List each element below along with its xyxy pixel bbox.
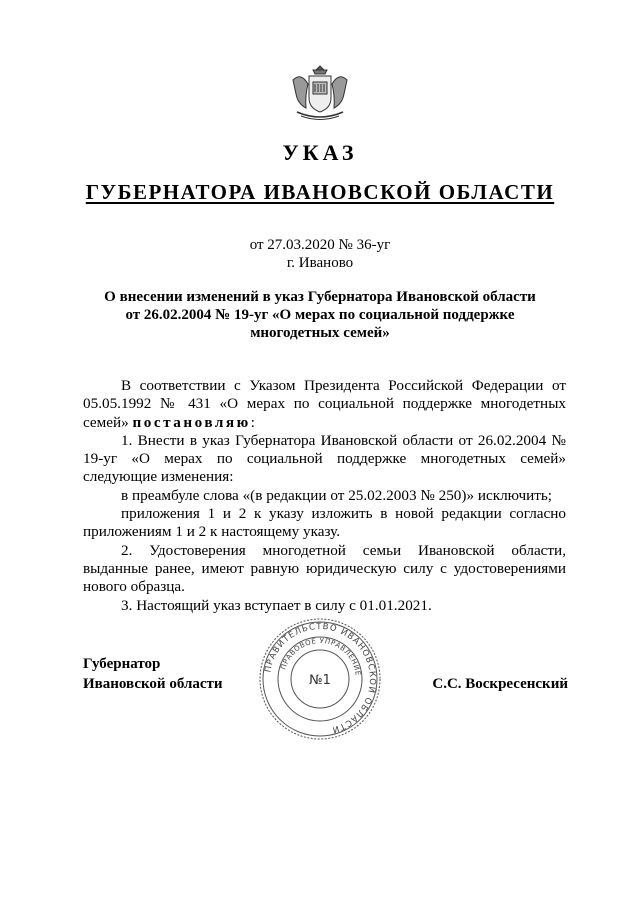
signatory-name: С.С. Воскресенский (432, 676, 568, 692)
body-paragraph-3: 3. Настоящий указ вступает в силу с 01.01.2021. (121, 596, 432, 614)
signatory-position-line-1: Губернатор (83, 656, 161, 672)
subject-line-3: многодетных семей» (250, 325, 390, 341)
decree-colon: : (250, 413, 255, 431)
body-paragraph-2: 2. Удостоверения многодетной семьи Ивановской области, выданные ранее, имеют равную юридическую силу с удостоверениями нового образца. (83, 541, 566, 596)
stamp-ring-text: ПРАВИТЕЛЬСТВО ИВАНОВСКОЙ ОБЛАСТИ (263, 621, 378, 735)
svg-text:ПРАВОВОЕ УПРАВЛЕНИЕ (279, 637, 362, 677)
issuer-heading (0, 180, 640, 205)
stamp-inner-text: ПРАВОВОЕ УПРАВЛЕНИЕ (279, 636, 362, 677)
body-paragraph-1-b: приложения 1 и 2 к указу изложить в новой редакции согласно приложениям 1 и 2 к настоящему указу. (83, 505, 566, 541)
coat-of-arms-emblem (287, 62, 353, 124)
subject-line-2: от 26.02.2004 № 19-уг «О мерах по социальной поддержке (125, 307, 515, 323)
signatory-position-line-2: Ивановской области (83, 676, 223, 692)
preamble-text: В соответствии с Указом Президента Российской Федерации от 05.05.1992 № 431 «О мерах по социальной поддержке многодетных семей» (83, 377, 566, 431)
issuer-heading-text: ГУБЕРНАТОРА ИВАНОВСКОЙ ОБЛАСТИ (85, 180, 555, 204)
city: г. Иваново (286, 255, 354, 271)
body-paragraph-preamble (83, 377, 566, 432)
signatory-position (83, 654, 223, 694)
document-subject (80, 288, 560, 342)
subject-line-1: О внесении изменений в указ Губернатора Ивановской области (104, 289, 536, 305)
document-type-heading: УКАЗ (282, 140, 358, 165)
document-body (83, 377, 566, 615)
body-paragraph-1-a: в преамбуле слова «(в редакции от 25.02.2003 № 250)» исключить; (121, 486, 552, 504)
official-stamp (258, 617, 382, 741)
date-and-number: от 27.03.2020 № 36-уг (249, 237, 391, 253)
stamp-number: №1 (309, 673, 331, 688)
body-paragraph-1: 1. Внести в указ Губернатора Ивановской области от 26.02.2004 № 19-уг «О мерах по социальной поддержке многодетных семей» следующие изменения: (83, 431, 566, 486)
decree-word: постановляю (132, 413, 251, 431)
